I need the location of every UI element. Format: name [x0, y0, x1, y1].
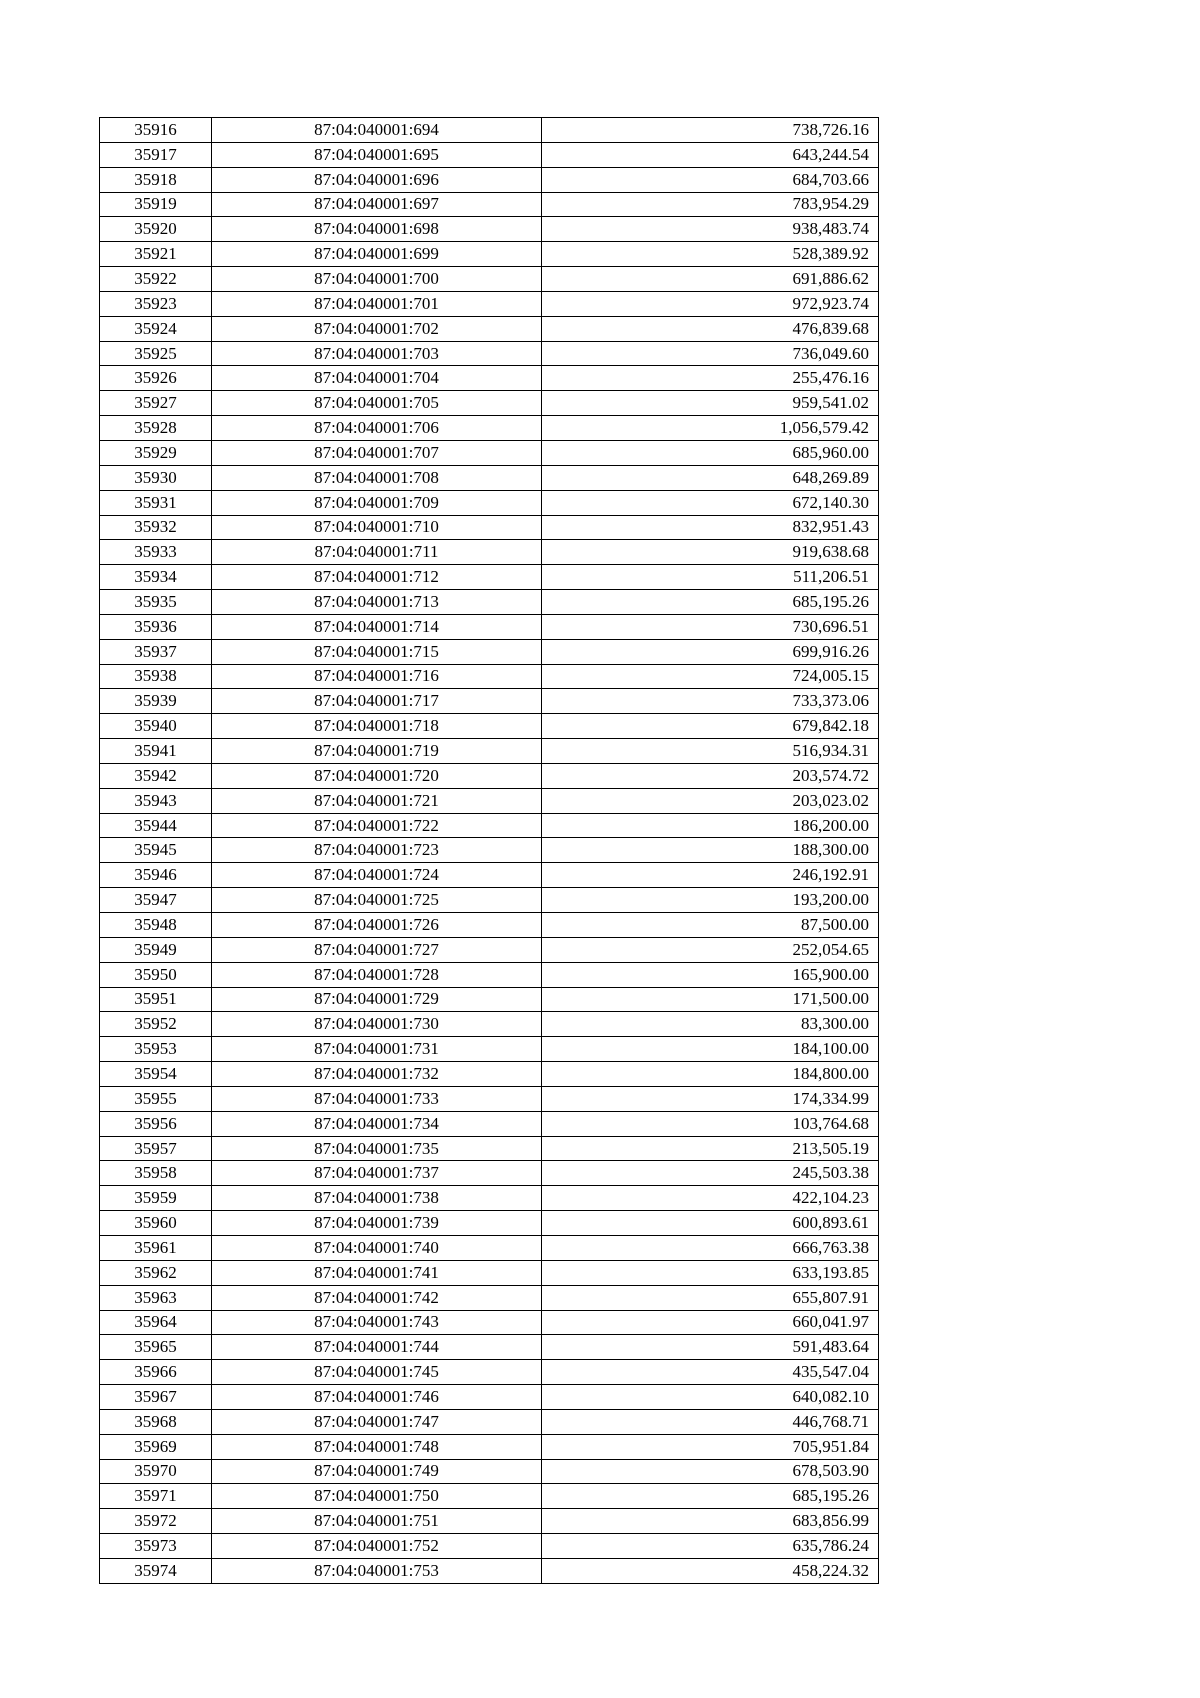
cadastral-value-cell: 684,703.66	[542, 167, 879, 192]
row-number-cell: 35972	[100, 1509, 212, 1534]
cadastral-number-cell: 87:04:040001:750	[212, 1484, 542, 1509]
row-number-cell: 35962	[100, 1260, 212, 1285]
table-row	[100, 888, 879, 913]
row-number-cell: 35952	[100, 1012, 212, 1037]
cadastral-value-cell: 255,476.16	[542, 366, 879, 391]
row-number-cell: 35963	[100, 1285, 212, 1310]
row-number-cell: 35961	[100, 1235, 212, 1260]
cadastral-value-cell: 103,764.68	[542, 1111, 879, 1136]
table-row	[100, 1534, 879, 1559]
cadastral-value-cell: 655,807.91	[542, 1285, 879, 1310]
table-row	[100, 1558, 879, 1583]
table-row	[100, 1285, 879, 1310]
row-number-cell: 35925	[100, 341, 212, 366]
cadastral-value-cell: 245,503.38	[542, 1161, 879, 1186]
cadastral-number-cell: 87:04:040001:703	[212, 341, 542, 366]
cadastral-number-cell: 87:04:040001:702	[212, 316, 542, 341]
cadastral-number-cell: 87:04:040001:742	[212, 1285, 542, 1310]
cadastral-number-cell: 87:04:040001:719	[212, 739, 542, 764]
cadastral-number-cell: 87:04:040001:698	[212, 217, 542, 242]
table-row	[100, 1335, 879, 1360]
cadastral-value-cell: 691,886.62	[542, 267, 879, 292]
row-number-cell: 35941	[100, 739, 212, 764]
cadastral-number-cell: 87:04:040001:714	[212, 614, 542, 639]
row-number-cell: 35971	[100, 1484, 212, 1509]
table-row	[100, 813, 879, 838]
cadastral-value-cell: 832,951.43	[542, 515, 879, 540]
row-number-cell: 35933	[100, 540, 212, 565]
cadastral-value-cell: 203,574.72	[542, 763, 879, 788]
cadastral-value-cell: 184,100.00	[542, 1037, 879, 1062]
row-number-cell: 35946	[100, 863, 212, 888]
cadastral-value-cell: 660,041.97	[542, 1310, 879, 1335]
row-number-cell: 35954	[100, 1062, 212, 1087]
row-number-cell: 35967	[100, 1385, 212, 1410]
cadastral-number-cell: 87:04:040001:723	[212, 838, 542, 863]
cadastral-number-cell: 87:04:040001:737	[212, 1161, 542, 1186]
row-number-cell: 35955	[100, 1086, 212, 1111]
cadastral-value-cell: 919,638.68	[542, 540, 879, 565]
table-row	[100, 1459, 879, 1484]
cadastral-number-cell: 87:04:040001:746	[212, 1385, 542, 1410]
cadastral-value-cell: 972,923.74	[542, 291, 879, 316]
table-row	[100, 1484, 879, 1509]
cadastral-value-cell: 435,547.04	[542, 1360, 879, 1385]
table-row	[100, 242, 879, 267]
row-number-cell: 35926	[100, 366, 212, 391]
cadastral-value-cell: 422,104.23	[542, 1186, 879, 1211]
row-number-cell: 35945	[100, 838, 212, 863]
cadastral-number-cell: 87:04:040001:738	[212, 1186, 542, 1211]
cadastral-number-cell: 87:04:040001:745	[212, 1360, 542, 1385]
cadastral-number-cell: 87:04:040001:718	[212, 714, 542, 739]
cadastral-number-cell: 87:04:040001:713	[212, 590, 542, 615]
table-row	[100, 118, 879, 143]
cadastral-value-cell: 640,082.10	[542, 1385, 879, 1410]
cadastral-number-cell: 87:04:040001:753	[212, 1558, 542, 1583]
cadastral-number-cell: 87:04:040001:695	[212, 142, 542, 167]
cadastral-number-cell: 87:04:040001:726	[212, 913, 542, 938]
cadastral-number-cell: 87:04:040001:721	[212, 788, 542, 813]
table-row	[100, 763, 879, 788]
cadastral-value-cell: 685,195.26	[542, 590, 879, 615]
row-number-cell: 35920	[100, 217, 212, 242]
cadastral-value-cell: 724,005.15	[542, 664, 879, 689]
table-row	[100, 267, 879, 292]
cadastral-number-cell: 87:04:040001:715	[212, 639, 542, 664]
table-row	[100, 192, 879, 217]
cadastral-number-cell: 87:04:040001:710	[212, 515, 542, 540]
cadastral-value-cell: 705,951.84	[542, 1434, 879, 1459]
table-row	[100, 913, 879, 938]
cadastral-value-cell: 959,541.02	[542, 391, 879, 416]
cadastral-value-cell: 252,054.65	[542, 937, 879, 962]
row-number-cell: 35968	[100, 1409, 212, 1434]
cadastral-number-cell: 87:04:040001:705	[212, 391, 542, 416]
table-row	[100, 590, 879, 615]
cadastral-number-cell: 87:04:040001:704	[212, 366, 542, 391]
table-row	[100, 465, 879, 490]
table-row	[100, 788, 879, 813]
cadastral-value-cell: 446,768.71	[542, 1409, 879, 1434]
row-number-cell: 35950	[100, 962, 212, 987]
table-row	[100, 142, 879, 167]
row-number-cell: 35939	[100, 689, 212, 714]
row-number-cell: 35932	[100, 515, 212, 540]
cadastral-number-cell: 87:04:040001:696	[212, 167, 542, 192]
row-number-cell: 35956	[100, 1111, 212, 1136]
cadastral-number-cell: 87:04:040001:725	[212, 888, 542, 913]
table-row	[100, 1012, 879, 1037]
row-number-cell: 35927	[100, 391, 212, 416]
cadastral-value-cell: 672,140.30	[542, 490, 879, 515]
cadastral-number-cell: 87:04:040001:717	[212, 689, 542, 714]
cadastral-value-cell: 171,500.00	[542, 987, 879, 1012]
table-row	[100, 416, 879, 441]
cadastral-value-cell: 679,842.18	[542, 714, 879, 739]
row-number-cell: 35924	[100, 316, 212, 341]
cadastral-number-cell: 87:04:040001:743	[212, 1310, 542, 1335]
cadastral-value-cell: 511,206.51	[542, 565, 879, 590]
row-number-cell: 35936	[100, 614, 212, 639]
table-row	[100, 1161, 879, 1186]
cadastral-number-cell: 87:04:040001:708	[212, 465, 542, 490]
table-row	[100, 614, 879, 639]
table-row	[100, 1235, 879, 1260]
cadastral-value-cell: 938,483.74	[542, 217, 879, 242]
row-number-cell: 35969	[100, 1434, 212, 1459]
table-row	[100, 1310, 879, 1335]
table-row	[100, 540, 879, 565]
row-number-cell: 35931	[100, 490, 212, 515]
row-number-cell: 35916	[100, 118, 212, 143]
row-number-cell: 35919	[100, 192, 212, 217]
row-number-cell: 35970	[100, 1459, 212, 1484]
table-row	[100, 962, 879, 987]
row-number-cell: 35928	[100, 416, 212, 441]
cadastral-value-cell: 476,839.68	[542, 316, 879, 341]
row-number-cell: 35973	[100, 1534, 212, 1559]
cadastral-value-cell: 528,389.92	[542, 242, 879, 267]
table-row	[100, 1360, 879, 1385]
table-row	[100, 987, 879, 1012]
cadastral-number-cell: 87:04:040001:720	[212, 763, 542, 788]
table-row	[100, 167, 879, 192]
row-number-cell: 35948	[100, 913, 212, 938]
cadastral-value-cell: 683,856.99	[542, 1509, 879, 1534]
table-row	[100, 639, 879, 664]
cadastral-value-cell: 83,300.00	[542, 1012, 879, 1037]
table-row	[100, 1260, 879, 1285]
row-number-cell: 35938	[100, 664, 212, 689]
cadastral-value-cell: 648,269.89	[542, 465, 879, 490]
row-number-cell: 35930	[100, 465, 212, 490]
table-row	[100, 490, 879, 515]
row-number-cell: 35944	[100, 813, 212, 838]
cadastral-number-cell: 87:04:040001:694	[212, 118, 542, 143]
table-row	[100, 391, 879, 416]
cadastral-number-cell: 87:04:040001:727	[212, 937, 542, 962]
cadastral-number-cell: 87:04:040001:700	[212, 267, 542, 292]
row-number-cell: 35974	[100, 1558, 212, 1583]
table-row	[100, 1434, 879, 1459]
cadastral-value-cell: 643,244.54	[542, 142, 879, 167]
table-row	[100, 1062, 879, 1087]
cadastral-value-cell: 188,300.00	[542, 838, 879, 863]
table-row	[100, 1086, 879, 1111]
row-number-cell: 35929	[100, 440, 212, 465]
cadastral-value-cell: 246,192.91	[542, 863, 879, 888]
table-row	[100, 316, 879, 341]
cadastral-number-cell: 87:04:040001:724	[212, 863, 542, 888]
table-row	[100, 565, 879, 590]
row-number-cell: 35958	[100, 1161, 212, 1186]
cadastral-number-cell: 87:04:040001:711	[212, 540, 542, 565]
cadastral-value-cell: 165,900.00	[542, 962, 879, 987]
table-row	[100, 1111, 879, 1136]
cadastral-value-cell: 186,200.00	[542, 813, 879, 838]
table-row	[100, 515, 879, 540]
table-row	[100, 739, 879, 764]
table-row	[100, 1211, 879, 1236]
cadastral-number-cell: 87:04:040001:748	[212, 1434, 542, 1459]
cadastral-value-cell: 591,483.64	[542, 1335, 879, 1360]
table-row	[100, 1509, 879, 1534]
row-number-cell: 35937	[100, 639, 212, 664]
row-number-cell: 35934	[100, 565, 212, 590]
row-number-cell: 35964	[100, 1310, 212, 1335]
row-number-cell: 35917	[100, 142, 212, 167]
row-number-cell: 35922	[100, 267, 212, 292]
cadastral-value-cell: 685,960.00	[542, 440, 879, 465]
cadastral-value-cell: 633,193.85	[542, 1260, 879, 1285]
cadastral-number-cell: 87:04:040001:701	[212, 291, 542, 316]
row-number-cell: 35947	[100, 888, 212, 913]
table-row	[100, 291, 879, 316]
row-number-cell: 35935	[100, 590, 212, 615]
row-number-cell: 35918	[100, 167, 212, 192]
cadastral-value-cell: 193,200.00	[542, 888, 879, 913]
table-row	[100, 1136, 879, 1161]
table-row	[100, 1186, 879, 1211]
cadastral-value-cell: 783,954.29	[542, 192, 879, 217]
cadastral-value-cell: 203,023.02	[542, 788, 879, 813]
row-number-cell: 35943	[100, 788, 212, 813]
table-row	[100, 863, 879, 888]
cadastral-number-cell: 87:04:040001:741	[212, 1260, 542, 1285]
row-number-cell: 35965	[100, 1335, 212, 1360]
table-row	[100, 689, 879, 714]
cadastral-value-cell: 213,505.19	[542, 1136, 879, 1161]
cadastral-number-cell: 87:04:040001:747	[212, 1409, 542, 1434]
row-number-cell: 35966	[100, 1360, 212, 1385]
cadastral-number-cell: 87:04:040001:733	[212, 1086, 542, 1111]
row-number-cell: 35959	[100, 1186, 212, 1211]
cadastral-value-cell: 87,500.00	[542, 913, 879, 938]
cadastral-value-cell: 699,916.26	[542, 639, 879, 664]
cadastral-value-cell: 733,373.06	[542, 689, 879, 714]
cadastral-value-cell: 458,224.32	[542, 1558, 879, 1583]
table-row	[100, 937, 879, 962]
table-row	[100, 366, 879, 391]
cadastral-number-cell: 87:04:040001:707	[212, 440, 542, 465]
cadastral-number-cell: 87:04:040001:728	[212, 962, 542, 987]
cadastral-number-cell: 87:04:040001:697	[212, 192, 542, 217]
table-row	[100, 341, 879, 366]
table-row	[100, 440, 879, 465]
table-row	[100, 1409, 879, 1434]
cadastral-number-cell: 87:04:040001:744	[212, 1335, 542, 1360]
table-row	[100, 217, 879, 242]
cadastral-number-cell: 87:04:040001:731	[212, 1037, 542, 1062]
cadastral-number-cell: 87:04:040001:729	[212, 987, 542, 1012]
cadastral-number-cell: 87:04:040001:740	[212, 1235, 542, 1260]
cadastral-value-cell: 678,503.90	[542, 1459, 879, 1484]
table-row	[100, 714, 879, 739]
cadastral-value-cell: 738,726.16	[542, 118, 879, 143]
cadastral-value-cell: 600,893.61	[542, 1211, 879, 1236]
row-number-cell: 35921	[100, 242, 212, 267]
cadastral-number-cell: 87:04:040001:749	[212, 1459, 542, 1484]
cadastral-value-cell: 516,934.31	[542, 739, 879, 764]
cadastral-value-cell: 184,800.00	[542, 1062, 879, 1087]
row-number-cell: 35953	[100, 1037, 212, 1062]
cadastral-number-cell: 87:04:040001:706	[212, 416, 542, 441]
cadastral-number-cell: 87:04:040001:730	[212, 1012, 542, 1037]
cadastral-value-cell: 730,696.51	[542, 614, 879, 639]
row-number-cell: 35957	[100, 1136, 212, 1161]
table-row	[100, 838, 879, 863]
row-number-cell: 35949	[100, 937, 212, 962]
cadastral-number-cell: 87:04:040001:732	[212, 1062, 542, 1087]
table-row	[100, 664, 879, 689]
cadastral-value-table	[99, 117, 879, 1584]
cadastral-number-cell: 87:04:040001:734	[212, 1111, 542, 1136]
cadastral-value-cell: 685,195.26	[542, 1484, 879, 1509]
cadastral-value-cell: 635,786.24	[542, 1534, 879, 1559]
cadastral-value-cell: 736,049.60	[542, 341, 879, 366]
table-row	[100, 1385, 879, 1410]
cadastral-number-cell: 87:04:040001:716	[212, 664, 542, 689]
cadastral-value-cell: 1,056,579.42	[542, 416, 879, 441]
row-number-cell: 35942	[100, 763, 212, 788]
table-body	[100, 118, 879, 1584]
cadastral-value-cell: 666,763.38	[542, 1235, 879, 1260]
cadastral-value-cell: 174,334.99	[542, 1086, 879, 1111]
row-number-cell: 35923	[100, 291, 212, 316]
row-number-cell: 35940	[100, 714, 212, 739]
cadastral-number-cell: 87:04:040001:739	[212, 1211, 542, 1236]
row-number-cell: 35951	[100, 987, 212, 1012]
cadastral-number-cell: 87:04:040001:735	[212, 1136, 542, 1161]
cadastral-number-cell: 87:04:040001:712	[212, 565, 542, 590]
cadastral-number-cell: 87:04:040001:699	[212, 242, 542, 267]
table-row	[100, 1037, 879, 1062]
cadastral-number-cell: 87:04:040001:722	[212, 813, 542, 838]
row-number-cell: 35960	[100, 1211, 212, 1236]
cadastral-number-cell: 87:04:040001:751	[212, 1509, 542, 1534]
cadastral-number-cell: 87:04:040001:752	[212, 1534, 542, 1559]
cadastral-number-cell: 87:04:040001:709	[212, 490, 542, 515]
